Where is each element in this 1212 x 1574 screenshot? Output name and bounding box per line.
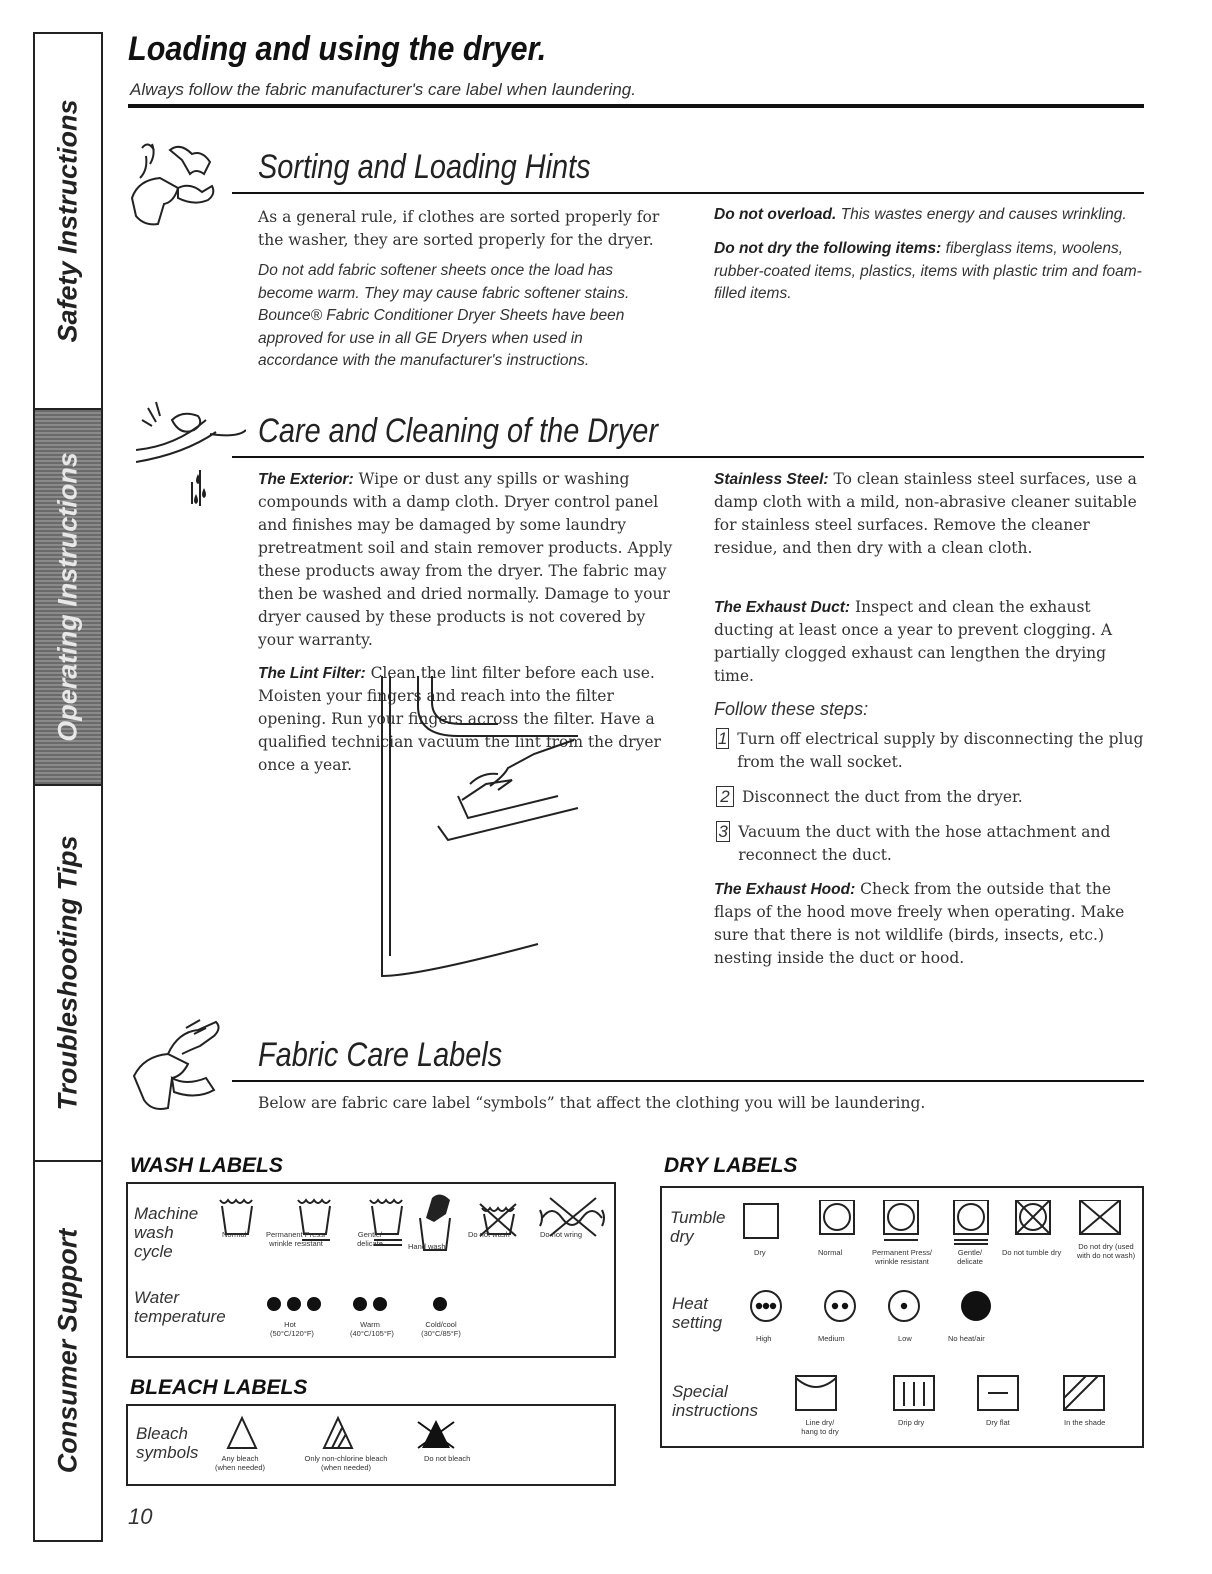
wash-labels-box <box>126 1182 616 1358</box>
bleach-symbols-row <box>214 1414 514 1454</box>
donotdry-paragraph <box>714 238 1144 306</box>
line-dry-icon <box>796 1376 836 1410</box>
lint-filter-illustration <box>378 676 598 986</box>
stainless-label: Stainless Steel: <box>714 471 829 488</box>
dry-flat-icon <box>978 1376 1018 1410</box>
sidebar-tab-troubleshooting[interactable] <box>35 786 101 1162</box>
clothes-icon <box>122 138 232 238</box>
overload-paragraph <box>714 204 1144 227</box>
wash-caption: Do not wash <box>468 1230 510 1239</box>
step-number: 1 <box>717 729 728 748</box>
do-not-tumble-dry-icon <box>1016 1200 1050 1234</box>
sidebar-tab-consumer-support[interactable] <box>35 1162 101 1540</box>
steps-list <box>716 728 1144 867</box>
step-item <box>716 786 1144 809</box>
step-text: Disconnect the duct from the dryer. <box>742 788 1023 806</box>
lint-text: Clean the lint filter before each use. Moisten your fingers and reach into the filter opening. Run your fingers across the filter. Have a qualified technician vacuum the lint from the dryer once a year. <box>258 664 661 774</box>
sorting-section-title: Sorting and Loading Hints <box>258 148 591 186</box>
bleach-labels-box <box>126 1404 616 1486</box>
wash-caption: Do not wring <box>540 1230 583 1239</box>
page-title: Loading and using the dryer. <box>128 30 547 68</box>
exterior-text: Wipe or dust any spills or washing compounds with a damp cloth. Dryer control panel and finishes may be damaged by some laundry pretreatment soil and stain remover products. Apply these products away from the dryer. The fabric may then be washed and dried normally. Damage to your dryer caused by these products is not covered by your warranty. <box>258 470 673 649</box>
fabric-intro: Below are fabric care label “symbols” that affect the clothing you will be laundering. <box>258 1094 926 1112</box>
step-text: Vacuum the duct with the hose attachment and reconnect the duct. <box>738 823 1111 864</box>
exhaust-hood-text: Check from the outside that the flaps of the hood move freely when operating. Make sure that there is not wildlife (birds, insects, etc.) nesting inside the duct or hood. <box>714 880 1125 967</box>
water-temp-dots <box>264 1292 464 1316</box>
fabric-rule <box>232 1080 1144 1082</box>
step-item <box>716 821 1144 867</box>
fabric-section-title: Fabric Care Labels <box>258 1036 503 1074</box>
heat-none-icon <box>961 1291 991 1321</box>
sidebar-tab-label: Operating Instructions <box>52 452 83 742</box>
donotdry-text: fiberglass items, woolens, rubber-coated items, plastics, items with plastic trim and foam-filled items. <box>714 240 1142 302</box>
bleach-symbols-label: Bleach symbols <box>136 1424 199 1462</box>
sidebar-tab-label: Safety Instructions <box>52 99 83 343</box>
lint-label: The Lint Filter: <box>258 665 366 682</box>
exhaust-hood-paragraph <box>714 878 1142 970</box>
dry-labels-box <box>660 1186 1144 1448</box>
tumble-caption: Normal <box>818 1248 843 1257</box>
wash-caption: Normal <box>222 1230 247 1239</box>
water-temp-label: Water temperature <box>134 1288 226 1326</box>
bleach-caption: Do not bleach <box>424 1454 471 1463</box>
water-temp-caption: Warm (40°C/105°F) <box>350 1320 394 1338</box>
water-temp-caption: Cold/cool (30°C/85°F) <box>421 1320 461 1338</box>
special-instructions-label: Special instructions <box>672 1382 758 1420</box>
wash-labels-heading: WASH LABELS <box>130 1154 283 1177</box>
special-caption: Drip dry <box>898 1418 925 1427</box>
wash-caption: Gentle/ delicate <box>357 1230 383 1248</box>
dry-normal-icon <box>820 1200 854 1234</box>
exterior-label: The Exterior: <box>258 471 354 488</box>
water-temp-caption: Hot (50°C/120°F) <box>270 1320 314 1338</box>
sidebar-tab-operating[interactable] <box>35 410 101 786</box>
step-item <box>716 728 1144 774</box>
hand-icon <box>426 1194 450 1222</box>
bleach-caption: Only non-chlorine bleach (when needed) <box>304 1454 388 1472</box>
tumble-caption: Permanent Press/ wrinkle resistant <box>871 1248 933 1266</box>
heat-caption: No heat/air <box>948 1334 985 1343</box>
cleaning-sponge-icon <box>136 400 246 510</box>
machine-wash-label: Machine wash cycle <box>134 1204 199 1261</box>
dry-icon <box>744 1204 778 1238</box>
special-caption: Line dry/ hang to dry <box>801 1418 839 1436</box>
care-rule <box>232 456 1144 458</box>
do-not-dry-icon <box>1080 1200 1120 1234</box>
wash-caption: Hand wash <box>408 1242 446 1251</box>
any-bleach-icon <box>228 1418 256 1448</box>
step-text: Turn off electrical supply by disconnecting the plug from the wall socket. <box>737 730 1144 771</box>
wash-normal-icon <box>220 1200 252 1234</box>
bleach-labels-heading: BLEACH LABELS <box>130 1376 308 1399</box>
sidebar-tab-label: Troubleshooting Tips <box>52 835 83 1111</box>
softener-note: Do not add fabric softener sheets once the load has become warm. They may cause fabric softener stains. Bounce® Fabric Conditioner Dryer Sheets have been approved for use in all GE Dryers when used in accordance with the manufacturer's instructions. <box>258 262 630 369</box>
sidebar-tab-safety[interactable] <box>35 34 101 410</box>
special-caption: In the shade <box>1064 1418 1106 1427</box>
heat-setting-symbols <box>748 1288 1008 1324</box>
steps-heading: Follow these steps: <box>714 699 869 719</box>
heat-medium-icon <box>825 1291 855 1321</box>
exhaust-duct-paragraph <box>714 596 1142 688</box>
tumble-caption: Dry <box>754 1248 766 1257</box>
exhaust-duct-text: Inspect and clean the exhaust ducting at least once a year to prevent clogging. A partially clogged exhaust can lengthen the drying time. <box>714 598 1113 685</box>
stainless-paragraph <box>714 468 1142 560</box>
step-number: 3 <box>716 821 730 842</box>
sorting-rule <box>232 192 1144 194</box>
dry-labels-heading: DRY LABELS <box>664 1154 798 1177</box>
bleach-caption: Any bleach (when needed) <box>214 1454 266 1472</box>
tumble-caption: Gentle/ delicate <box>957 1248 983 1266</box>
special-caption: Dry flat <box>986 1418 1010 1427</box>
shirt-label-icon <box>124 1016 234 1116</box>
non-chlorine-bleach-icon <box>324 1418 352 1448</box>
tumble-dry-symbols <box>742 1200 1142 1246</box>
sidebar-nav <box>33 32 103 1542</box>
donotdry-label: Do not dry the following items: <box>714 240 942 257</box>
stainless-text: To clean stainless steel surfaces, use a damp cloth with a mild, non-abrasive cleaner suitable for stainless steel surfaces. Remove the cleaner residue, and then dry with a clean cloth. <box>714 470 1137 557</box>
exterior-paragraph <box>258 468 684 652</box>
tumble-caption: Do not tumble dry <box>1002 1248 1062 1257</box>
wash-caption: Permanent Press/ wrinkle resistant <box>265 1230 327 1248</box>
tumble-caption: Do not dry (used with do not wash) <box>1076 1242 1136 1260</box>
special-instruction-symbols <box>794 1374 1114 1414</box>
drip-dry-icon <box>894 1376 934 1410</box>
care-section-title: Care and Cleaning of the Dryer <box>258 412 659 450</box>
dry-permanent-press-icon <box>884 1200 918 1240</box>
sorting-intro: As a general rule, if clothes are sorted properly for the washer, they are sorted properly for the dryer. <box>258 208 660 249</box>
overload-label: Do not overload. <box>714 206 837 223</box>
in-the-shade-icon <box>1064 1376 1104 1410</box>
page-subtitle: Always follow the fabric manufacturer's care label when laundering. <box>130 80 636 99</box>
page-number: 10 <box>128 1504 153 1529</box>
heat-caption: Low <box>898 1334 912 1343</box>
exhaust-duct-label: The Exhaust Duct: <box>714 599 851 616</box>
tumble-dry-label: Tumble dry <box>670 1208 726 1246</box>
heat-caption: High <box>756 1334 772 1343</box>
do-not-bleach-icon <box>418 1420 454 1448</box>
exhaust-hood-label: The Exhaust Hood: <box>714 881 856 898</box>
heat-setting-label: Heat setting <box>672 1294 723 1332</box>
header-rule <box>128 104 1144 108</box>
overload-text: This wastes energy and causes wrinkling. <box>836 206 1127 223</box>
sidebar-tab-label: Consumer Support <box>52 1228 83 1474</box>
heat-caption: Medium <box>818 1334 845 1343</box>
step-number: 2 <box>716 786 734 807</box>
dry-gentle-icon <box>954 1200 988 1244</box>
